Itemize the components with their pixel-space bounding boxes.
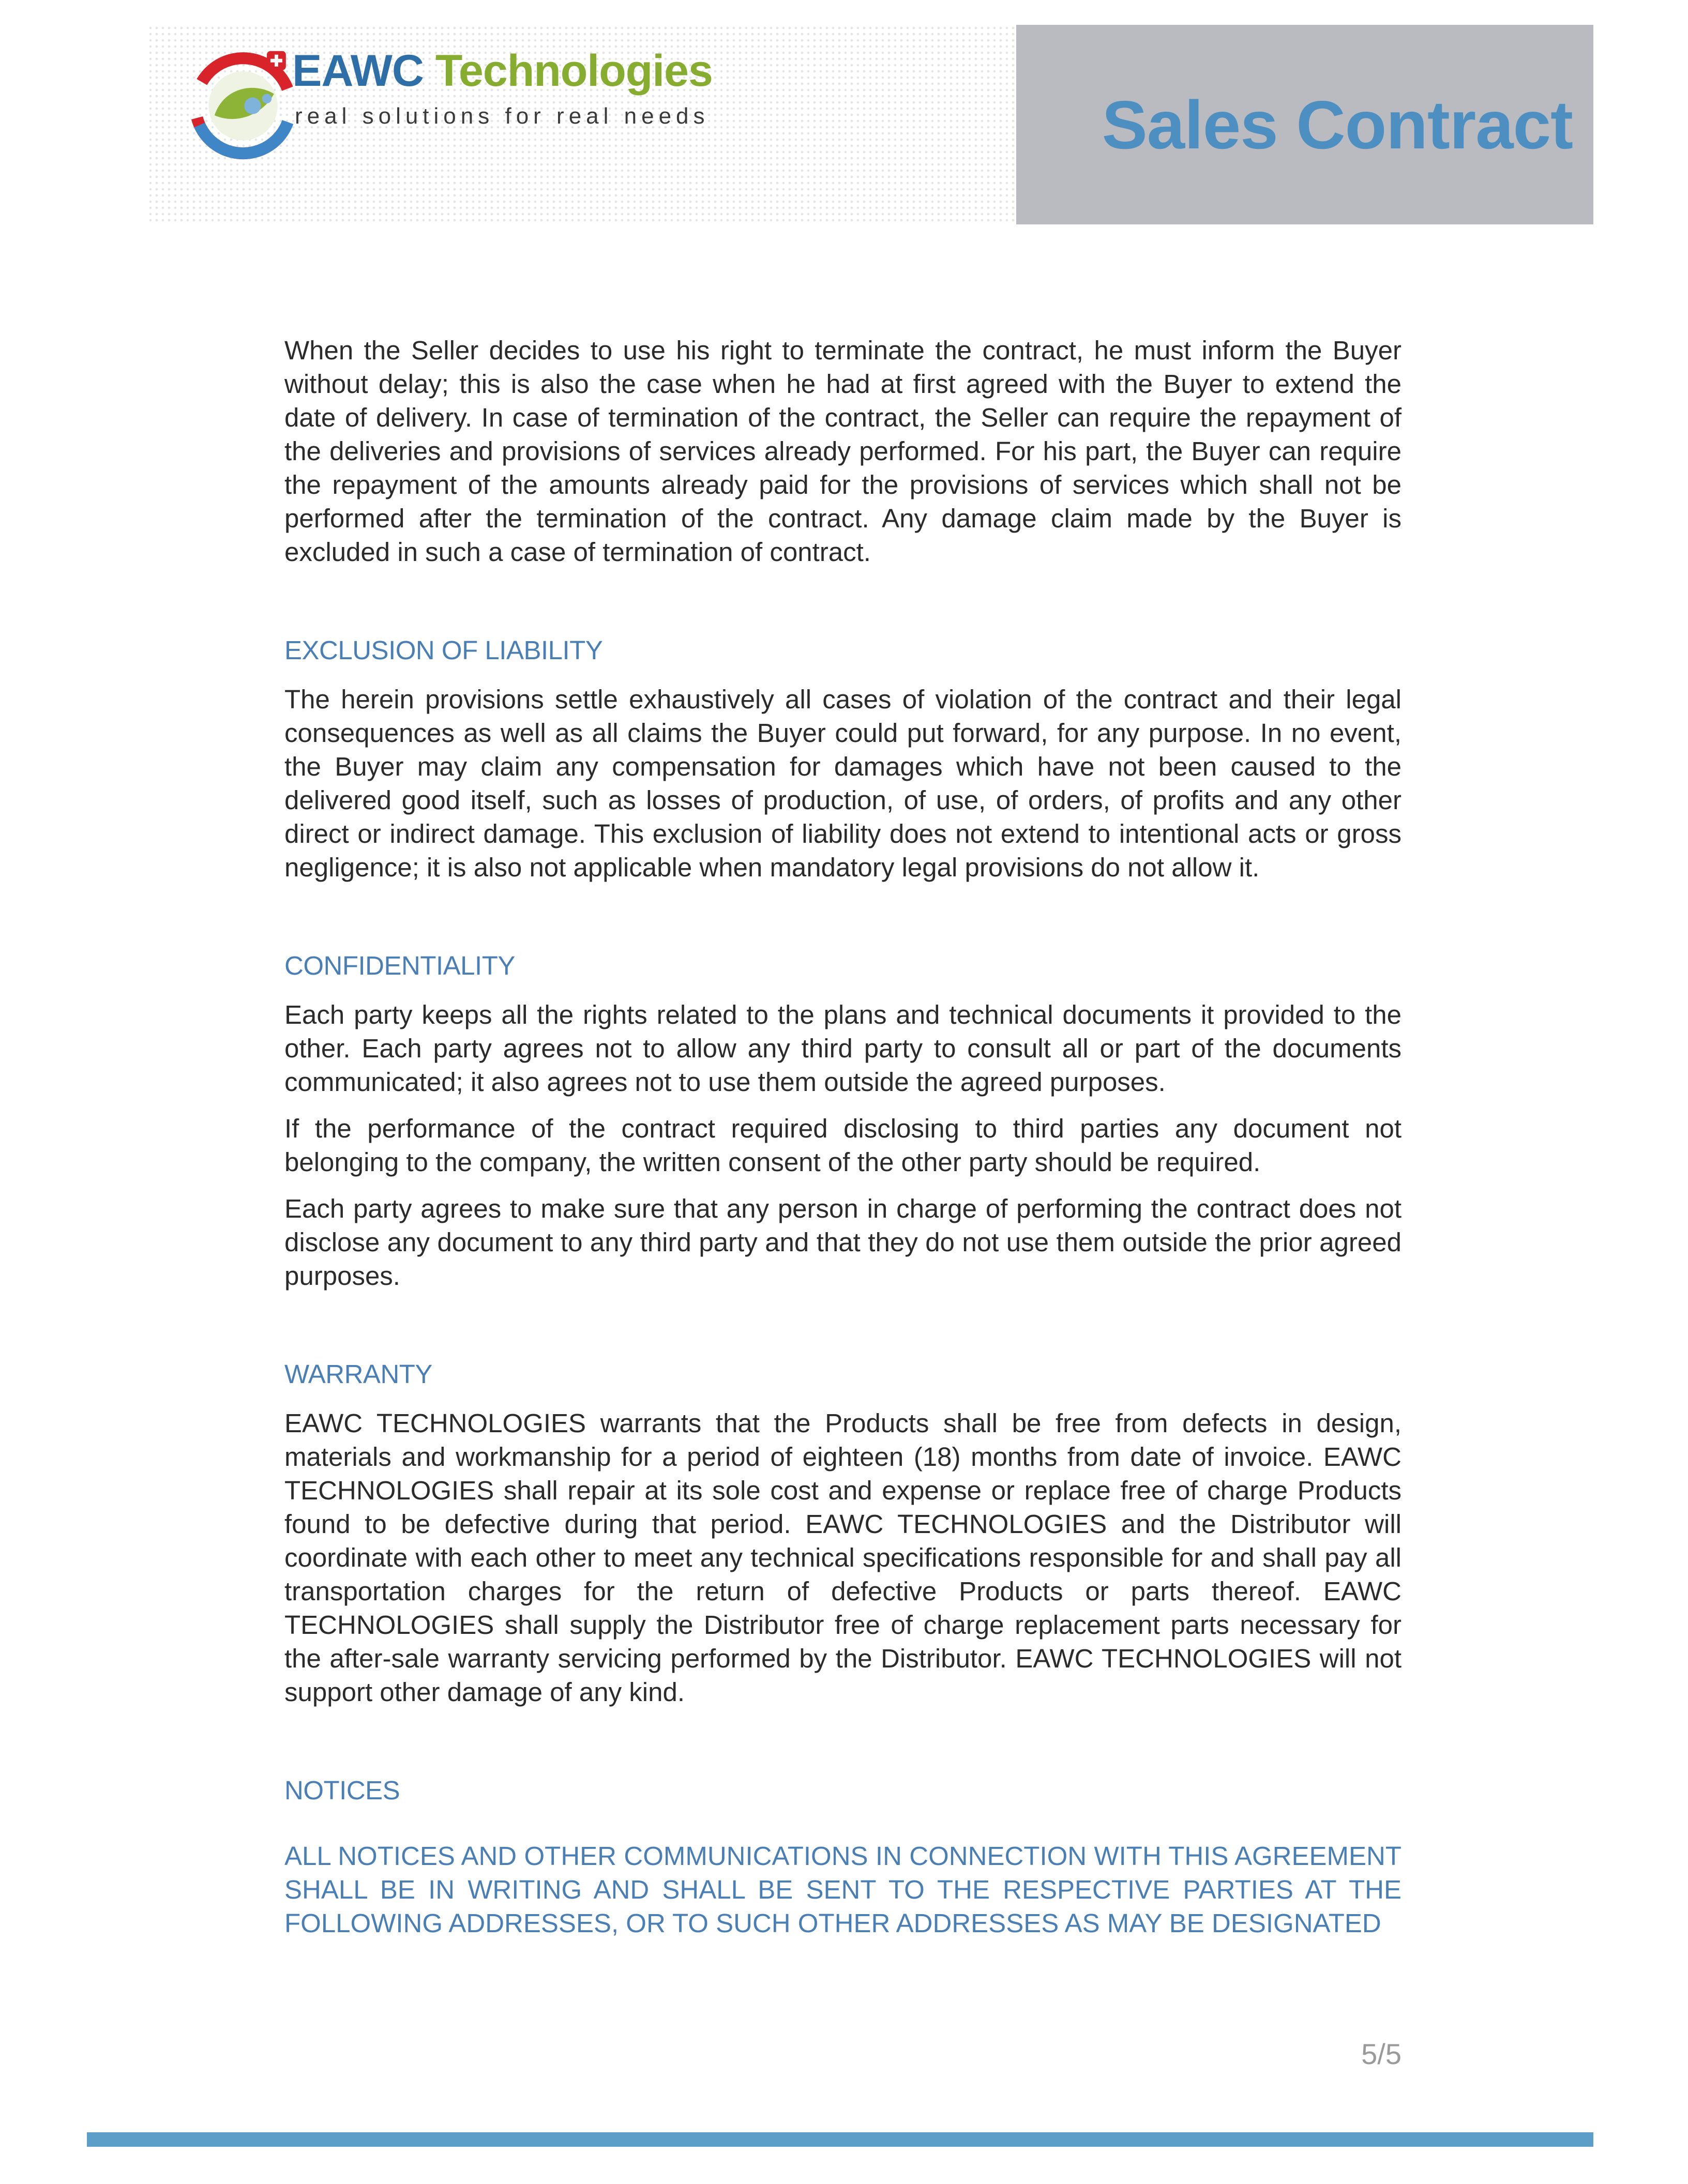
document-title: Sales Contract bbox=[1102, 87, 1573, 163]
section-heading-warranty: WARRANTY bbox=[284, 1359, 432, 1389]
header-title-panel bbox=[1016, 25, 1593, 224]
brand-name bbox=[292, 46, 713, 97]
intro-paragraph: When the Seller decides to use his right to terminate the contract, he must inform the Buyer without delay; this is also the case when he had at first agreed with the Buyer to extend the date of delivery. In case of termination of the contract, the Seller can require the repayment of the deliveries and provisions of services already performed. For his part, the Buyer can require the repayment of the amounts already paid for the provisions of services which shall not be performed after the termination of the contract. Any damage claim made by the Buyer is excluded in such a case of termination of contract. bbox=[284, 336, 1401, 567]
section-heading-notices: NOTICES bbox=[284, 1776, 400, 1805]
warranty-paragraph: EAWC TECHNOLOGIES warrants that the Products shall be free from defects in design, materials and workmanship for a period of eighteen (18) months from date of invoice. EAWC TECHNOLOGIES shall repair at its sole cost and expense or replace free of charge Products found to be defective during that period. EAWC TECHNOLOGIES and the Distributor will coordinate with each other to meet any technical specifications responsible for and shall pay all transportation charges for the return of defective Products or parts thereof. EAWC TECHNOLOGIES shall supply the Distributor free of charge replacement parts necessary for the after-sale warranty servicing performed by the Distributor. EAWC TECHNOLOGIES will not support other damage of any kind. bbox=[284, 1408, 1401, 1707]
notices-paragraph: ALL NOTICES AND OTHER COMMUNICATIONS IN CONNECTION WITH THIS AGREEMENT SHALL BE IN WRITING AND SHALL BE SENT TO THE RESPECTIVE PARTIES AT THE FOLLOWING ADDRESSES, OR TO SUCH OTHER ADDRESSES AS MAY BE DESIGNATED bbox=[284, 1841, 1401, 1938]
confidentiality-paragraph-1: Each party keeps all the rights related to the plans and technical documents it provided to the other. Each party agrees not to allow any third party to consult all or part of the documents communicated; it also agrees not to use them outside the agreed purposes. bbox=[284, 1000, 1401, 1097]
eawc-logo-icon bbox=[184, 44, 303, 163]
footer-bar bbox=[87, 2132, 1593, 2147]
page-number: 5/5 bbox=[1361, 2038, 1401, 2070]
document-body bbox=[284, 333, 1401, 1953]
confidentiality-paragraph-3: Each party agrees to make sure that any person in charge of performing the contract does not disclose any document to any third party and that they do not use them outside the prior agreed purposes. bbox=[284, 1194, 1401, 1291]
section-heading-confidentiality: CONFIDENTIALITY bbox=[284, 951, 515, 980]
brand-tagline: real solutions for real needs bbox=[295, 103, 710, 129]
confidentiality-paragraph-2: If the performance of the contract required disclosing to third parties any document not belonging to the company, the written consent of the other party should be required. bbox=[284, 1114, 1401, 1177]
section-heading-exclusion-of-liability: EXCLUSION OF LIABILITY bbox=[284, 635, 603, 665]
brand-name-technologies: Technologies bbox=[435, 46, 713, 96]
exclusion-paragraph: The herein provisions settle exhaustively all cases of violation of the contract and their legal consequences as well as all claims the Buyer could put forward, for any purpose. In no event, the Buyer may claim any compensation for damages which have not been caused to the delivered good itself, such as losses of production, of use, of orders, of profits and any other direct or indirect damage. This exclusion of liability does not extend to intentional acts or gross negligence; it is also not applicable when mandatory legal provisions do not allow it. bbox=[284, 685, 1401, 882]
brand-name-eawc: EAWC bbox=[292, 46, 424, 96]
